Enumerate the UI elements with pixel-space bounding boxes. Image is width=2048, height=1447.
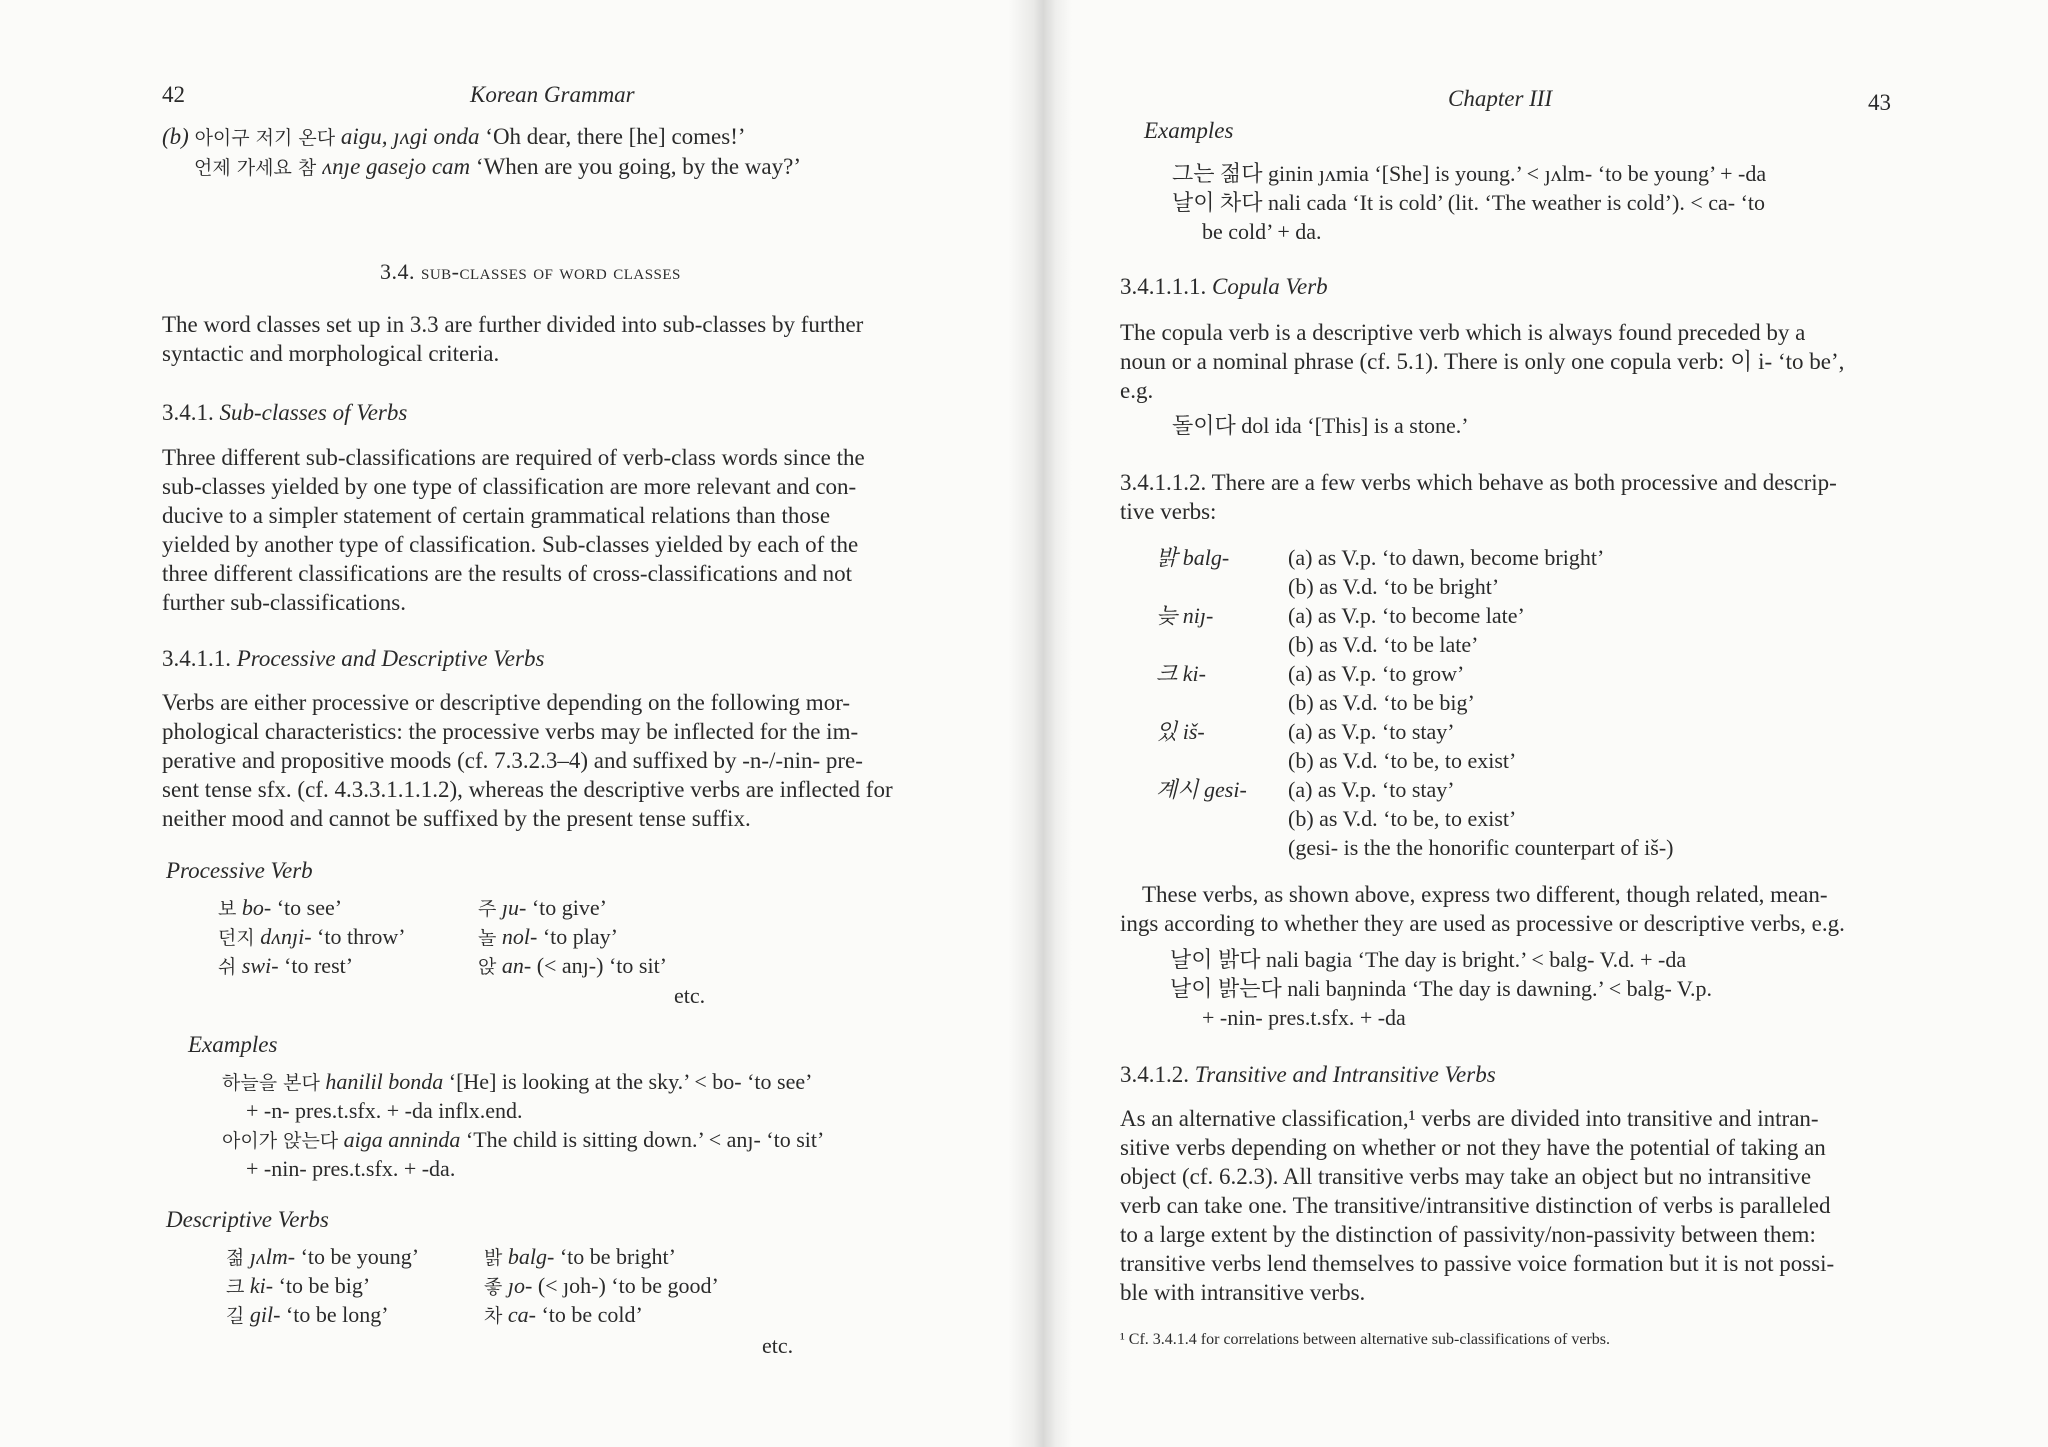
dual-verb: 계시 gesi- bbox=[1156, 777, 1247, 802]
paragraph-word-classes: The word classes set up in 3.3 are further divided into sub-classes by further syntactic and morphological criteria. bbox=[162, 312, 864, 366]
paragraph-processive-descriptive: Verbs are either processive or descriptive depending on the following mor- phological characteristics: the processive verbs may be inflected for the im- perative and propositive moods (cf. 7.3.2.3–4) and suffixed by -n-/-nin- pre- sent tense sfx. (cf. 4.3.3.1.1.1.2), whereas the descriptive verbs are inflected for neither mood and cannot be suffixed by the present tense suffix. bbox=[162, 690, 893, 831]
descriptive-col2-item: 밝 balg- ‘to be bright’ bbox=[484, 1244, 676, 1269]
heading-3-4-1-1: 3.4.1.1. Processive and Descriptive Verbs bbox=[162, 646, 545, 671]
intro-example-1: (b) 아이구 저기 온다 aigu, ȷʌgi onda ‘Oh dear, there [he] comes!’ bbox=[162, 124, 746, 149]
etc-text: etc. bbox=[674, 983, 706, 1008]
processive-col2-item: 놀 nol- ‘to play’ bbox=[478, 924, 618, 949]
example-line: 아이가 앉는다 aiga anninda ‘The child is sitting down.’ < anȷ- ‘to sit’ bbox=[222, 1127, 825, 1152]
dual-verb-meaning: (a) as V.p. ‘to grow’ bbox=[1288, 661, 1465, 686]
descriptive-verbs-heading: Descriptive Verbs bbox=[166, 1207, 329, 1232]
heading-3-4-1-1-1: 3.4.1.1.1. Copula Verb bbox=[1120, 274, 1328, 299]
footnote: ¹ Cf. 3.4.1.4 for correlations between alternative sub-classifications of verbs. bbox=[1120, 1331, 1610, 1348]
example-line: 날이 밝다 nali bagia ‘The day is bright.’ < balg- V.d. + -da bbox=[1170, 947, 1687, 972]
dual-verb-meaning: (a) as V.p. ‘to dawn, become bright’ bbox=[1288, 545, 1605, 570]
processive-col1-item: 쉬 swi- ‘to rest’ bbox=[218, 953, 354, 978]
processive-col1-item: 보 bo- ‘to see’ bbox=[218, 895, 343, 920]
paragraph-transitive: As an alternative classification,¹ verbs are divided into transitive and intran- sitive verbs depending on whether or not they have the potential of taking an object (cf. 6.2.3). All transitive verbs may take an object but no intransitive verb can take one. The transitive/intransitive distinction of verbs is paralleled to a large extent by the distinction of passivity/non-passivity between them: transitive verbs lend themselves to passive voice formation but it is not possi- ble with intransitive verbs. bbox=[1120, 1106, 1835, 1305]
intro-example-2: 언제 가세요 참 ʌnȷe gasejo cam ‘When are you going, by the way?’ bbox=[194, 154, 801, 179]
dual-verb-meaning: (a) as V.p. ‘to stay’ bbox=[1288, 719, 1455, 744]
page-number-right: 43 bbox=[1868, 90, 1891, 115]
paragraph-these-verbs: These verbs, as shown above, express two different, though related, mean- ings according to whether they are used as processive or descriptive verbs, e.g. bbox=[1120, 882, 1845, 936]
dual-verb: 밝 balg- bbox=[1156, 545, 1230, 570]
page-number-left: 42 bbox=[162, 82, 185, 107]
processive-col2-item: 주 ȷu- ‘to give’ bbox=[478, 895, 607, 920]
descriptive-col1-item: 젊 ȷʌlm- ‘to be young’ bbox=[226, 1244, 420, 1269]
dual-verb-meaning: (b) as V.d. ‘to be, to exist’ bbox=[1288, 806, 1517, 831]
heading-3-4-1: 3.4.1. Sub-classes of Verbs bbox=[162, 400, 408, 425]
right-page bbox=[1052, 0, 2048, 1447]
dual-verb-meaning: (b) as V.d. ‘to be late’ bbox=[1288, 632, 1479, 657]
running-head-left: Korean Grammar bbox=[470, 82, 635, 107]
processive-col1-item: 던지 dʌnȷi- ‘to throw’ bbox=[218, 924, 406, 949]
dual-verb-meaning: (b) as V.d. ‘to be bright’ bbox=[1288, 574, 1500, 599]
dual-verb-meaning: (a) as V.p. ‘to stay’ bbox=[1288, 777, 1455, 802]
dual-verb-meaning: (a) as V.p. ‘to become late’ bbox=[1288, 603, 1525, 628]
example-line: be cold’ + da. bbox=[1202, 219, 1322, 244]
dual-verb: 늦 niȷ- bbox=[1156, 603, 1214, 628]
dual-verb-meaning: (b) as V.d. ‘to be, to exist’ bbox=[1288, 748, 1517, 773]
example-line: 날이 밝는다 nali baŋninda ‘The day is dawning.’ < balg- V.p. bbox=[1170, 976, 1712, 1001]
example-line: 날이 차다 nali cada ‘It is cold’ (lit. ‘The weather is cold’). < ca- ‘to bbox=[1172, 190, 1766, 215]
heading-3-4-1-2: 3.4.1.2. Transitive and Intransitive Verbs bbox=[1120, 1062, 1496, 1087]
processive-verb-heading: Processive Verb bbox=[166, 858, 313, 883]
paragraph-dual-verbs: 3.4.1.1.2. There are a few verbs which behave as both processive and descrip- tive verbs: bbox=[1120, 470, 1837, 524]
descriptive-col1-item: 길 gil- ‘to be long’ bbox=[226, 1302, 389, 1327]
section-heading: 3.4. sub-classes of word classes bbox=[380, 259, 681, 284]
paragraph-copula: The copula verb is a descriptive verb which is always found preceded by a noun or a nominal phrase (cf. 5.1). There is only one copula verb: 이 i- ‘to be’, e.g. bbox=[1120, 320, 1845, 403]
copula-example: 돌이다 dol ida ‘[This] is a stone.’ bbox=[1172, 413, 1469, 438]
example-line: 하늘을 본다 hanilil bonda ‘[He] is looking at the sky.’ < bo- ‘to see’ bbox=[222, 1069, 813, 1094]
example-line: + -nin- pres.t.sfx. + -da. bbox=[246, 1156, 456, 1181]
dual-verb: 있 iš- bbox=[1156, 719, 1205, 744]
example-line: 그는 젊다 ginin ȷʌmia ‘[She] is young.’ < ȷʌlm- ‘to be young’ + -da bbox=[1172, 161, 1767, 186]
gesi-note: (gesi- is the the honorific counterpart of iš-) bbox=[1288, 835, 1674, 860]
descriptive-col2-item: 차 ca- ‘to be cold’ bbox=[484, 1302, 643, 1327]
examples-heading-right: Examples bbox=[1144, 118, 1234, 143]
paragraph-sub-classifications: Three different sub-classifications are required of verb-class words since the sub-classes yielded by one type of classification are more relevant and con- ducive to a simpler statement of certain grammatical relations than those yielded by another type of classification. Sub-classes yielded by each of the three different classifications are the results of cross-classifications and not further sub-classifications. bbox=[162, 445, 865, 615]
examples-heading-left: Examples bbox=[188, 1032, 278, 1057]
example-line: + -nin- pres.t.sfx. + -da bbox=[1202, 1005, 1406, 1030]
example-line: + -n- pres.t.sfx. + -da inflx.end. bbox=[246, 1098, 523, 1123]
dual-verb-meaning: (b) as V.d. ‘to be big’ bbox=[1288, 690, 1475, 715]
etc-text: etc. bbox=[762, 1333, 794, 1358]
dual-verb: 크 ki- bbox=[1156, 661, 1206, 686]
descriptive-col1-item: 크 ki- ‘to be big’ bbox=[226, 1273, 371, 1298]
running-head-right: Chapter III bbox=[1448, 86, 1553, 111]
descriptive-col2-item: 좋 ȷo- (< ȷoh-) ‘to be good’ bbox=[484, 1273, 719, 1298]
processive-col2-item: 앉 an- (< anȷ-) ‘to sit’ bbox=[478, 953, 668, 978]
